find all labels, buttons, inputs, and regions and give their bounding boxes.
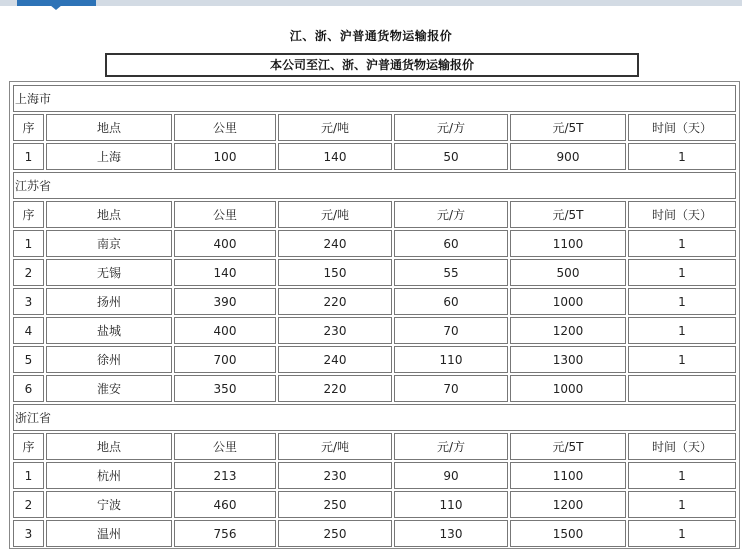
table-row bbox=[13, 491, 736, 518]
column-header: 时间（天） bbox=[628, 201, 736, 228]
column-header: 元/吨 bbox=[278, 433, 392, 460]
header-row bbox=[13, 114, 736, 141]
table-cell: 上海 bbox=[46, 143, 172, 170]
table-cell: 1 bbox=[628, 230, 736, 257]
column-header: 序 bbox=[13, 433, 44, 460]
table-cell: 6 bbox=[13, 375, 44, 402]
table-row bbox=[13, 317, 736, 344]
table-cell: 900 bbox=[510, 143, 626, 170]
table-cell: 100 bbox=[174, 143, 276, 170]
column-header: 元/5T bbox=[510, 433, 626, 460]
table-cell: 1 bbox=[13, 143, 44, 170]
table-cell: 3 bbox=[13, 520, 44, 547]
column-header: 元/吨 bbox=[278, 201, 392, 228]
table-cell: 1200 bbox=[510, 317, 626, 344]
region-row bbox=[13, 172, 736, 199]
table-subtitle: 本公司至江、浙、沪普通货物运输报价 bbox=[105, 53, 639, 77]
column-header: 公里 bbox=[174, 114, 276, 141]
table-cell: 1 bbox=[13, 230, 44, 257]
table-cell: 250 bbox=[278, 491, 392, 518]
table-cell: 1500 bbox=[510, 520, 626, 547]
table-cell: 230 bbox=[278, 317, 392, 344]
table-cell: 温州 bbox=[46, 520, 172, 547]
column-header: 时间（天） bbox=[628, 433, 736, 460]
active-tab-caret-icon bbox=[50, 5, 62, 10]
table-cell: 213 bbox=[174, 462, 276, 489]
table-cell: 70 bbox=[394, 317, 508, 344]
table-cell: 220 bbox=[278, 288, 392, 315]
table-cell: 220 bbox=[278, 375, 392, 402]
table-cell: 1 bbox=[628, 520, 736, 547]
table-cell: 60 bbox=[394, 288, 508, 315]
table-row bbox=[13, 143, 736, 170]
table-cell: 1 bbox=[628, 288, 736, 315]
table-cell: 150 bbox=[278, 259, 392, 286]
column-header: 公里 bbox=[174, 201, 276, 228]
table-cell: 杭州 bbox=[46, 462, 172, 489]
table-row bbox=[13, 288, 736, 315]
table-cell: 400 bbox=[174, 317, 276, 344]
table-cell: 1100 bbox=[510, 230, 626, 257]
table-cell: 70 bbox=[394, 375, 508, 402]
table-cell: 140 bbox=[174, 259, 276, 286]
freight-rate-table bbox=[11, 83, 738, 549]
table-cell: 宁波 bbox=[46, 491, 172, 518]
table-row bbox=[13, 346, 736, 373]
table-cell: 350 bbox=[174, 375, 276, 402]
region-row bbox=[13, 85, 736, 112]
table-cell: 盐城 bbox=[46, 317, 172, 344]
column-header: 元/方 bbox=[394, 201, 508, 228]
table-cell: 4 bbox=[13, 317, 44, 344]
column-header: 元/吨 bbox=[278, 114, 392, 141]
region-name: 江苏省 bbox=[13, 172, 736, 199]
top-nav-bar bbox=[0, 0, 742, 6]
table-row bbox=[13, 462, 736, 489]
column-header: 元/方 bbox=[394, 433, 508, 460]
column-header: 时间（天） bbox=[628, 114, 736, 141]
column-header: 地点 bbox=[46, 433, 172, 460]
column-header: 序 bbox=[13, 114, 44, 141]
region-name: 上海市 bbox=[13, 85, 736, 112]
table-cell: 1 bbox=[628, 462, 736, 489]
table-cell: 1 bbox=[628, 317, 736, 344]
table-cell: 110 bbox=[394, 346, 508, 373]
table-row bbox=[13, 259, 736, 286]
table-cell: 1 bbox=[628, 259, 736, 286]
table-cell: 1300 bbox=[510, 346, 626, 373]
table-cell: 5 bbox=[13, 346, 44, 373]
region-name: 浙江省 bbox=[13, 404, 736, 431]
table-cell: 390 bbox=[174, 288, 276, 315]
table-cell: 淮安 bbox=[46, 375, 172, 402]
column-header: 公里 bbox=[174, 433, 276, 460]
table-cell: 2 bbox=[13, 259, 44, 286]
region-row bbox=[13, 404, 736, 431]
table-cell: 无锡 bbox=[46, 259, 172, 286]
table-cell: 140 bbox=[278, 143, 392, 170]
table-cell bbox=[628, 375, 736, 402]
column-header: 元/5T bbox=[510, 201, 626, 228]
column-header: 地点 bbox=[46, 114, 172, 141]
table-cell: 500 bbox=[510, 259, 626, 286]
table-cell: 南京 bbox=[46, 230, 172, 257]
table-cell: 50 bbox=[394, 143, 508, 170]
table-cell: 400 bbox=[174, 230, 276, 257]
table-cell: 1000 bbox=[510, 288, 626, 315]
table-cell: 1200 bbox=[510, 491, 626, 518]
column-header: 地点 bbox=[46, 201, 172, 228]
table-cell: 230 bbox=[278, 462, 392, 489]
table-row bbox=[13, 520, 736, 547]
table-cell: 90 bbox=[394, 462, 508, 489]
column-header: 元/5T bbox=[510, 114, 626, 141]
header-row bbox=[13, 433, 736, 460]
table-cell: 60 bbox=[394, 230, 508, 257]
table-cell: 2 bbox=[13, 491, 44, 518]
table-cell: 扬州 bbox=[46, 288, 172, 315]
table-row bbox=[13, 375, 736, 402]
table-row bbox=[13, 230, 736, 257]
header-row bbox=[13, 201, 736, 228]
table-cell: 1100 bbox=[510, 462, 626, 489]
table-cell: 460 bbox=[174, 491, 276, 518]
table-cell: 1 bbox=[13, 462, 44, 489]
column-header: 元/方 bbox=[394, 114, 508, 141]
table-cell: 55 bbox=[394, 259, 508, 286]
table-cell: 240 bbox=[278, 230, 392, 257]
table-cell: 3 bbox=[13, 288, 44, 315]
column-header: 序 bbox=[13, 201, 44, 228]
table-cell: 1 bbox=[628, 143, 736, 170]
table-cell: 240 bbox=[278, 346, 392, 373]
table-cell: 1000 bbox=[510, 375, 626, 402]
page-title: 江、浙、沪普通货物运输报价 bbox=[289, 29, 453, 43]
table-cell: 1 bbox=[628, 491, 736, 518]
table-cell: 756 bbox=[174, 520, 276, 547]
table-cell: 徐州 bbox=[46, 346, 172, 373]
table-cell: 130 bbox=[394, 520, 508, 547]
table-cell: 700 bbox=[174, 346, 276, 373]
table-cell: 110 bbox=[394, 491, 508, 518]
table-cell: 1 bbox=[628, 346, 736, 373]
table-cell: 250 bbox=[278, 520, 392, 547]
